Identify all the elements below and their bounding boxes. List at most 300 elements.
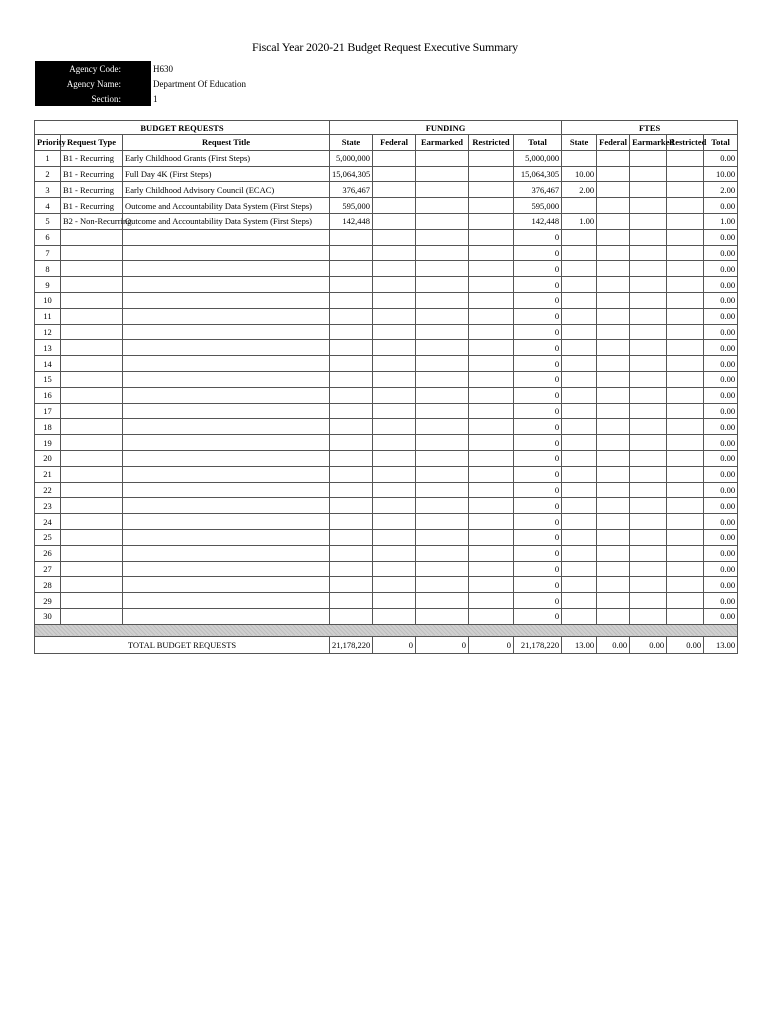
total-cell: 595,000 (514, 198, 562, 214)
fte-restricted-cell (667, 593, 704, 609)
fte-total-cell: 2.00 (704, 182, 738, 198)
fte-state-cell (562, 529, 597, 545)
fte-total-cell: 0.00 (704, 356, 738, 372)
total-cell: 0 (514, 403, 562, 419)
request-title-cell (123, 435, 330, 451)
request-title-cell (123, 482, 330, 498)
totals-row (35, 636, 738, 653)
federal-cell (373, 403, 416, 419)
table-row (35, 387, 738, 403)
fte-federal-cell (597, 229, 630, 245)
fte-state-cell (562, 498, 597, 514)
fte-restricted-cell (667, 245, 704, 261)
request-type-cell (61, 292, 123, 308)
fte-total-cell: 0.00 (704, 261, 738, 277)
fte-total-cell: 0.00 (704, 371, 738, 387)
fte-earmarked-cell (630, 213, 667, 229)
table-row (35, 482, 738, 498)
fte-total-cell: 0.00 (704, 403, 738, 419)
fte-federal-cell (597, 182, 630, 198)
fte-restricted-cell (667, 466, 704, 482)
priority-cell: 17 (35, 403, 61, 419)
table-row (35, 419, 738, 435)
fte-federal-cell (597, 356, 630, 372)
state-cell (330, 324, 373, 340)
funding-group-header: FUNDING (330, 121, 562, 135)
total-cell: 0 (514, 577, 562, 593)
fte-earmarked-cell (630, 450, 667, 466)
restricted-cell (469, 150, 514, 166)
request-title-cell: Full Day 4K (First Steps) (123, 166, 330, 182)
total-cell: 0 (514, 419, 562, 435)
federal-cell (373, 529, 416, 545)
priority-cell: 6 (35, 229, 61, 245)
fte-state-cell (562, 514, 597, 530)
fte-state-cell (562, 561, 597, 577)
fte-earmarked-cell (630, 150, 667, 166)
fte-restricted-cell (667, 229, 704, 245)
shaded-separator-row (35, 624, 738, 636)
fte-total-cell: 0.00 (704, 229, 738, 245)
state-cell (330, 403, 373, 419)
fte-earmarked-cell (630, 324, 667, 340)
table-row (35, 403, 738, 419)
fte-earmarked-cell (630, 182, 667, 198)
total-cell: 0 (514, 261, 562, 277)
total-cell: 0 (514, 340, 562, 356)
fte-state-cell: 10.00 (562, 166, 597, 182)
fte-total-cell: 0.00 (704, 308, 738, 324)
fte-total-cell: 0.00 (704, 324, 738, 340)
fte-total-cell: 0.00 (704, 419, 738, 435)
fte-earmarked-cell (630, 529, 667, 545)
earmarked-cell (416, 529, 469, 545)
priority-cell: 5 (35, 213, 61, 229)
budget-requests-table (34, 120, 738, 654)
state-cell (330, 277, 373, 293)
fte-state-cell (562, 450, 597, 466)
table-row (35, 150, 738, 166)
total-cell: 0 (514, 498, 562, 514)
request-type-cell (61, 419, 123, 435)
request-title-cell: Outcome and Accountability Data System (First Steps) (123, 198, 330, 214)
fte-earmarked-cell (630, 419, 667, 435)
earmarked-cell (416, 182, 469, 198)
total-cell: 0 (514, 593, 562, 609)
fte-state-cell (562, 435, 597, 451)
table-row (35, 166, 738, 182)
restricted-cell (469, 498, 514, 514)
earmarked-cell (416, 593, 469, 609)
fte-federal-cell (597, 403, 630, 419)
federal-cell (373, 466, 416, 482)
table-row (35, 529, 738, 545)
total-cell: 0 (514, 292, 562, 308)
fte-total-cell: 0.00 (704, 577, 738, 593)
fte-restricted-cell (667, 529, 704, 545)
federal-cell (373, 245, 416, 261)
request-type-cell (61, 450, 123, 466)
restricted-cell (469, 482, 514, 498)
request-title-cell (123, 387, 330, 403)
request-type-cell: B2 - Non-Recurring (61, 213, 123, 229)
restricted-cell (469, 371, 514, 387)
fte-federal-cell (597, 245, 630, 261)
fte-earmarked-cell (630, 371, 667, 387)
fte-total-cell: 0.00 (704, 593, 738, 609)
fte-federal-cell (597, 277, 630, 293)
federal-cell (373, 387, 416, 403)
request-type-cell (61, 608, 123, 624)
budget-requests-group-header: BUDGET REQUESTS (35, 121, 330, 135)
agency-info (35, 61, 248, 106)
federal-cell (373, 229, 416, 245)
total-total: 21,178,220 (514, 636, 562, 653)
request-type-cell (61, 308, 123, 324)
restricted-cell (469, 450, 514, 466)
earmarked-cell (416, 245, 469, 261)
total-cell: 0 (514, 450, 562, 466)
total-fte-state: 13.00 (562, 636, 597, 653)
federal-cell (373, 213, 416, 229)
priority-cell: 13 (35, 340, 61, 356)
fte-state-cell (562, 593, 597, 609)
state-cell (330, 498, 373, 514)
table-row (35, 261, 738, 277)
fte-state-cell: 1.00 (562, 213, 597, 229)
fte-state-cell (562, 340, 597, 356)
restricted-cell (469, 435, 514, 451)
total-cell: 0 (514, 561, 562, 577)
federal-cell (373, 371, 416, 387)
fte-federal-cell (597, 166, 630, 182)
request-title-cell (123, 308, 330, 324)
total-cell: 0 (514, 245, 562, 261)
fte-restricted-cell (667, 561, 704, 577)
earmarked-cell (416, 356, 469, 372)
fte-restricted-cell (667, 482, 704, 498)
fte-earmarked-cell (630, 593, 667, 609)
table-row (35, 593, 738, 609)
fte-state-cell (562, 308, 597, 324)
request-rows (35, 150, 738, 624)
table-row (35, 561, 738, 577)
fte-state-cell (562, 277, 597, 293)
request-title-cell (123, 229, 330, 245)
federal-cell (373, 324, 416, 340)
group-header-row (35, 121, 738, 135)
fte-restricted-cell (667, 608, 704, 624)
fte-restricted-cell (667, 514, 704, 530)
priority-cell: 16 (35, 387, 61, 403)
state-cell: 5,000,000 (330, 150, 373, 166)
fte-state-cell (562, 371, 597, 387)
restricted-cell (469, 514, 514, 530)
fte-restricted-cell (667, 308, 704, 324)
request-title-cell (123, 529, 330, 545)
agency-code-label: Agency Code: (35, 61, 151, 76)
request-title-cell: Early Childhood Grants (First Steps) (123, 150, 330, 166)
restricted-cell (469, 213, 514, 229)
fte-state-cell (562, 245, 597, 261)
request-type-cell: B1 - Recurring (61, 198, 123, 214)
priority-cell: 30 (35, 608, 61, 624)
total-restricted: 0 (469, 636, 514, 653)
request-title-cell (123, 277, 330, 293)
table-row (35, 435, 738, 451)
fte-earmarked-cell (630, 261, 667, 277)
fte-restricted-cell (667, 198, 704, 214)
federal-cell (373, 498, 416, 514)
table-row (35, 277, 738, 293)
column-header-row (35, 135, 738, 151)
shaded-separator (35, 624, 738, 636)
fte-total-cell: 0.00 (704, 340, 738, 356)
table-row (35, 245, 738, 261)
earmarked-cell (416, 261, 469, 277)
state-cell (330, 308, 373, 324)
request-title-cell (123, 340, 330, 356)
restricted-cell (469, 261, 514, 277)
federal-cell (373, 514, 416, 530)
total-cell: 376,467 (514, 182, 562, 198)
total-fte-restricted: 0.00 (667, 636, 704, 653)
earmarked-cell (416, 466, 469, 482)
fte-state-cell (562, 387, 597, 403)
request-title-cell (123, 608, 330, 624)
col-fte-earmarked: Earmarked (630, 135, 667, 151)
fte-earmarked-cell (630, 292, 667, 308)
priority-cell: 20 (35, 450, 61, 466)
request-type-cell (61, 229, 123, 245)
fte-earmarked-cell (630, 166, 667, 182)
fte-federal-cell (597, 593, 630, 609)
fte-earmarked-cell (630, 545, 667, 561)
fte-total-cell: 0.00 (704, 292, 738, 308)
restricted-cell (469, 308, 514, 324)
fte-state-cell (562, 545, 597, 561)
fte-restricted-cell (667, 261, 704, 277)
request-type-cell (61, 435, 123, 451)
fte-federal-cell (597, 419, 630, 435)
col-earmarked: Earmarked (416, 135, 469, 151)
federal-cell (373, 340, 416, 356)
fte-federal-cell (597, 577, 630, 593)
fte-total-cell: 0.00 (704, 245, 738, 261)
federal-cell (373, 277, 416, 293)
priority-cell: 27 (35, 561, 61, 577)
request-type-cell (61, 371, 123, 387)
restricted-cell (469, 403, 514, 419)
earmarked-cell (416, 608, 469, 624)
state-cell (330, 608, 373, 624)
fte-earmarked-cell (630, 561, 667, 577)
earmarked-cell (416, 277, 469, 293)
earmarked-cell (416, 150, 469, 166)
fte-earmarked-cell (630, 340, 667, 356)
restricted-cell (469, 182, 514, 198)
state-cell (330, 577, 373, 593)
priority-cell: 18 (35, 419, 61, 435)
state-cell: 376,467 (330, 182, 373, 198)
fte-federal-cell (597, 387, 630, 403)
fte-earmarked-cell (630, 198, 667, 214)
priority-cell: 23 (35, 498, 61, 514)
earmarked-cell (416, 324, 469, 340)
request-title-cell (123, 356, 330, 372)
fte-earmarked-cell (630, 435, 667, 451)
fte-state-cell (562, 292, 597, 308)
earmarked-cell (416, 561, 469, 577)
state-cell (330, 450, 373, 466)
federal-cell (373, 577, 416, 593)
section-label: Section: (35, 91, 151, 106)
request-type-cell (61, 593, 123, 609)
fte-earmarked-cell (630, 482, 667, 498)
total-cell: 0 (514, 324, 562, 340)
request-title-cell (123, 371, 330, 387)
total-federal: 0 (373, 636, 416, 653)
state-cell (330, 545, 373, 561)
request-type-cell (61, 277, 123, 293)
total-cell: 0 (514, 356, 562, 372)
request-type-cell (61, 356, 123, 372)
request-type-cell (61, 245, 123, 261)
request-title-cell (123, 577, 330, 593)
col-request-type: Request Type (61, 135, 123, 151)
federal-cell (373, 182, 416, 198)
fte-earmarked-cell (630, 387, 667, 403)
fte-state-cell (562, 198, 597, 214)
table-row (35, 608, 738, 624)
restricted-cell (469, 608, 514, 624)
request-title-cell (123, 419, 330, 435)
request-title-cell (123, 403, 330, 419)
fte-restricted-cell (667, 545, 704, 561)
earmarked-cell (416, 450, 469, 466)
fte-total-cell: 1.00 (704, 213, 738, 229)
agency-name-value: Department Of Education (153, 78, 246, 89)
federal-cell (373, 593, 416, 609)
restricted-cell (469, 292, 514, 308)
federal-cell (373, 356, 416, 372)
fte-state-cell (562, 261, 597, 277)
table-row (35, 340, 738, 356)
earmarked-cell (416, 387, 469, 403)
restricted-cell (469, 545, 514, 561)
priority-cell: 10 (35, 292, 61, 308)
fte-federal-cell (597, 292, 630, 308)
fte-restricted-cell (667, 213, 704, 229)
priority-cell: 12 (35, 324, 61, 340)
fte-total-cell: 0.00 (704, 482, 738, 498)
fte-earmarked-cell (630, 577, 667, 593)
total-fte-federal: 0.00 (597, 636, 630, 653)
fte-restricted-cell (667, 292, 704, 308)
state-cell (330, 482, 373, 498)
request-title-cell (123, 292, 330, 308)
federal-cell (373, 198, 416, 214)
fte-state-cell (562, 466, 597, 482)
priority-cell: 26 (35, 545, 61, 561)
priority-cell: 3 (35, 182, 61, 198)
fte-state-cell: 2.00 (562, 182, 597, 198)
priority-cell: 19 (35, 435, 61, 451)
state-cell (330, 387, 373, 403)
table-row (35, 466, 738, 482)
earmarked-cell (416, 213, 469, 229)
earmarked-cell (416, 340, 469, 356)
table-row (35, 356, 738, 372)
request-title-cell: Outcome and Accountability Data System (First Steps) (123, 213, 330, 229)
total-cell: 142,448 (514, 213, 562, 229)
total-cell: 0 (514, 371, 562, 387)
earmarked-cell (416, 514, 469, 530)
restricted-cell (469, 198, 514, 214)
fte-total-cell: 0.00 (704, 561, 738, 577)
fte-federal-cell (597, 608, 630, 624)
total-cell: 0 (514, 529, 562, 545)
fte-total-cell: 0.00 (704, 608, 738, 624)
fte-earmarked-cell (630, 466, 667, 482)
agency-code-value: H630 (153, 63, 173, 74)
request-type-cell (61, 403, 123, 419)
fte-earmarked-cell (630, 403, 667, 419)
fte-total-cell: 0.00 (704, 198, 738, 214)
table-row (35, 182, 738, 198)
restricted-cell (469, 166, 514, 182)
col-total: Total (514, 135, 562, 151)
restricted-cell (469, 245, 514, 261)
request-type-cell (61, 466, 123, 482)
fte-restricted-cell (667, 166, 704, 182)
request-title-cell (123, 593, 330, 609)
fte-federal-cell (597, 466, 630, 482)
col-request-title: Request Title (123, 135, 330, 151)
earmarked-cell (416, 482, 469, 498)
ftes-group-header: FTES (562, 121, 738, 135)
state-cell (330, 371, 373, 387)
fte-federal-cell (597, 150, 630, 166)
fte-earmarked-cell (630, 514, 667, 530)
request-type-cell: B1 - Recurring (61, 150, 123, 166)
fte-restricted-cell (667, 150, 704, 166)
fte-restricted-cell (667, 182, 704, 198)
table-row (35, 498, 738, 514)
fte-federal-cell (597, 261, 630, 277)
fte-restricted-cell (667, 403, 704, 419)
fte-total-cell: 0.00 (704, 435, 738, 451)
request-type-cell (61, 324, 123, 340)
request-type-cell: B1 - Recurring (61, 166, 123, 182)
fte-total-cell: 0.00 (704, 466, 738, 482)
federal-cell (373, 166, 416, 182)
total-cell: 0 (514, 435, 562, 451)
request-type-cell (61, 561, 123, 577)
request-title-cell (123, 450, 330, 466)
request-type-cell (61, 514, 123, 530)
federal-cell (373, 608, 416, 624)
fte-state-cell (562, 150, 597, 166)
restricted-cell (469, 340, 514, 356)
total-cell: 0 (514, 608, 562, 624)
state-cell (330, 529, 373, 545)
total-cell: 0 (514, 308, 562, 324)
section-value: 1 (153, 93, 158, 104)
state-cell (330, 261, 373, 277)
request-title-cell (123, 466, 330, 482)
federal-cell (373, 419, 416, 435)
